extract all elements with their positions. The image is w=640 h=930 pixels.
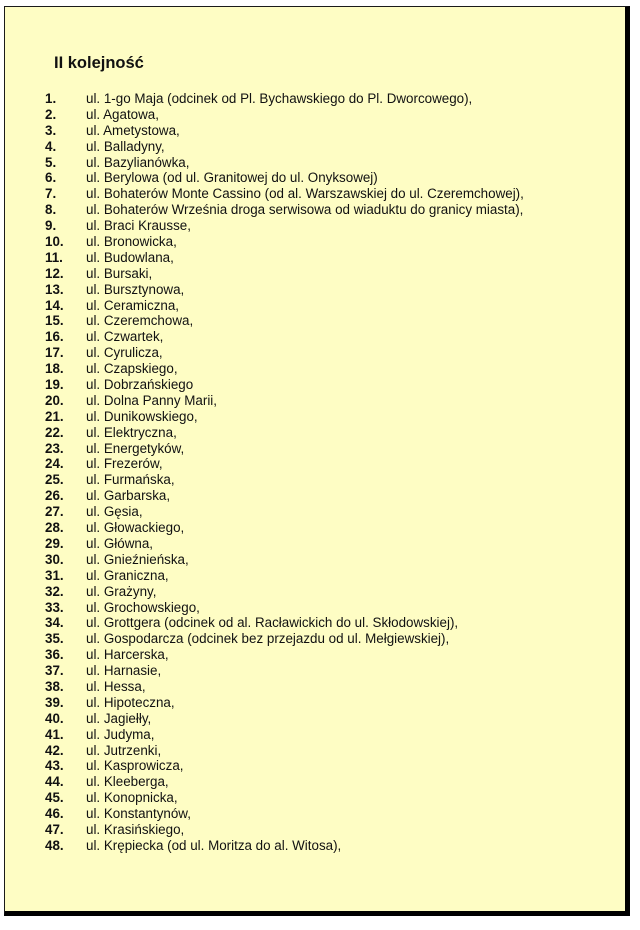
item-number: 48.	[45, 837, 64, 853]
street-name: ul. Konstantynów,	[86, 806, 191, 822]
item-number: 47.	[45, 821, 64, 837]
list-item	[45, 282, 524, 298]
street-name: ul. Judyma,	[86, 726, 155, 742]
list-item	[45, 488, 524, 504]
item-number: 2.	[45, 106, 57, 122]
item-number: 41.	[45, 726, 64, 742]
item-number: 23.	[45, 440, 64, 456]
list-item	[45, 584, 524, 600]
list-item	[45, 186, 524, 202]
item-number: 44.	[45, 774, 64, 790]
street-name: ul. Krępiecka (od ul. Moritza do al. Witosa),	[86, 837, 342, 853]
street-name: ul. Czeremchowa,	[86, 313, 194, 329]
street-name: ul. Frezerów,	[86, 456, 163, 472]
street-name: ul. Czwartek,	[86, 329, 164, 345]
list-item	[45, 472, 524, 488]
item-number: 30.	[45, 551, 64, 567]
street-name: ul. Główna,	[86, 535, 153, 551]
item-number: 21.	[45, 408, 64, 424]
street-name: ul. Berylowa (od ul. Granitowej do ul. Onyksowej)	[86, 170, 378, 186]
list-item	[45, 202, 524, 218]
item-number: 24.	[45, 456, 64, 472]
list-item	[45, 504, 524, 520]
street-name: ul. Grochowskiego,	[86, 599, 200, 615]
item-number: 12.	[45, 265, 64, 281]
item-number: 8.	[45, 202, 57, 218]
list-item	[45, 647, 524, 663]
item-number: 26.	[45, 488, 64, 504]
street-name: ul. Graniczna,	[86, 567, 169, 583]
list-item	[45, 727, 524, 743]
street-name: ul. Hessa,	[86, 678, 146, 694]
list-item	[45, 568, 524, 584]
item-number: 13.	[45, 281, 64, 297]
street-list	[45, 91, 524, 854]
item-number: 9.	[45, 218, 57, 234]
street-name: ul. Konopnicka,	[86, 790, 178, 806]
list-item	[45, 107, 524, 123]
list-item	[45, 822, 524, 838]
item-number: 31.	[45, 567, 64, 583]
street-name: ul. Hipoteczna,	[86, 694, 175, 710]
item-number: 35.	[45, 631, 64, 647]
street-name: ul. Głowackiego,	[86, 520, 185, 536]
list-item	[45, 552, 524, 568]
item-number: 29.	[45, 535, 64, 551]
item-number: 11.	[45, 249, 63, 265]
item-number: 7.	[45, 186, 57, 202]
list-item	[45, 441, 524, 457]
street-name: ul. Dobrzańskiego	[86, 377, 194, 393]
list-item	[45, 329, 524, 345]
item-number: 38.	[45, 678, 64, 694]
page-heading: II kolejność	[54, 54, 144, 72]
street-name: ul. Harnasie,	[86, 663, 162, 679]
street-name: ul. Krasińskiego,	[86, 821, 185, 837]
list-item	[45, 155, 524, 171]
street-name: ul. Bronowicka,	[86, 234, 177, 250]
street-name: ul. Ceramiczna,	[86, 297, 180, 313]
street-name: ul. Jagiełły,	[86, 710, 152, 726]
item-number: 1.	[45, 91, 57, 106]
street-name: ul. Elektryczna,	[86, 424, 177, 440]
item-number: 4.	[45, 138, 57, 154]
item-number: 20.	[45, 392, 64, 408]
street-name: ul. Bursaki,	[86, 265, 153, 281]
item-number: 39.	[45, 694, 64, 710]
item-number: 33.	[45, 599, 64, 615]
list-item	[45, 266, 524, 282]
document-page	[4, 6, 630, 916]
list-item	[45, 758, 524, 774]
street-name: ul. Dunikowskiego,	[86, 408, 198, 424]
list-item	[45, 790, 524, 806]
item-number: 6.	[45, 170, 57, 186]
street-name: ul. Budowlana,	[86, 249, 174, 265]
street-name: ul. Gospodarcza (odcinek bez przejazdu od ul. Mełgiewskiej),	[86, 631, 450, 647]
street-name: ul. Grottgera (odcinek od al. Racławickich do ul. Skłodowskiej),	[86, 615, 459, 631]
list-item	[45, 425, 524, 441]
street-name: ul. Gęsia,	[86, 504, 143, 520]
list-item	[45, 536, 524, 552]
list-item	[45, 234, 524, 250]
street-name: ul. Balladyny,	[86, 138, 165, 154]
item-number: 16.	[45, 329, 64, 345]
street-name: ul. Kasprowicza,	[86, 758, 184, 774]
item-number: 40.	[45, 710, 64, 726]
street-name: ul. Jutrzenki,	[86, 742, 162, 758]
item-number: 22.	[45, 424, 64, 440]
list-item	[45, 615, 524, 631]
list-item	[45, 631, 524, 647]
list-item	[45, 695, 524, 711]
street-name: ul. Braci Krausse,	[86, 218, 191, 234]
item-number: 3.	[45, 122, 57, 138]
item-number: 43.	[45, 758, 64, 774]
item-number: 46.	[45, 806, 64, 822]
item-number: 28.	[45, 520, 64, 536]
list-item	[45, 409, 524, 425]
item-number: 36.	[45, 647, 64, 663]
item-number: 37.	[45, 663, 64, 679]
street-name: ul. 1-go Maja (odcinek od Pl. Bychawskiego do Pl. Dworcowego),	[86, 91, 473, 106]
street-name: ul. Bazylianówka,	[86, 154, 190, 170]
list-item	[45, 774, 524, 790]
list-item	[45, 313, 524, 329]
list-item	[45, 600, 524, 616]
item-number: 42.	[45, 742, 64, 758]
list-item	[45, 393, 524, 409]
item-number: 5.	[45, 154, 57, 170]
street-name: ul. Ametystowa,	[86, 122, 180, 138]
list-item	[45, 139, 524, 155]
street-name: ul. Gnieźnieńska,	[86, 551, 189, 567]
list-item	[45, 361, 524, 377]
street-name: ul. Grażyny,	[86, 583, 157, 599]
item-number: 34.	[45, 615, 64, 631]
list-item	[45, 298, 524, 314]
item-number: 27.	[45, 504, 64, 520]
street-name: ul. Bohaterów Monte Cassino (od al. Warszawskiej do ul. Czeremchowej),	[86, 186, 524, 202]
item-number: 45.	[45, 790, 64, 806]
street-name: ul. Garbarska,	[86, 488, 171, 504]
item-number: 25.	[45, 472, 64, 488]
list-item	[45, 170, 524, 186]
list-item	[45, 123, 524, 139]
street-name: ul. Dolna Panny Marii,	[86, 392, 217, 408]
street-name: ul. Bursztynowa,	[86, 281, 185, 297]
list-item	[45, 711, 524, 727]
item-number: 14.	[45, 297, 64, 313]
street-name: ul. Kleeberga,	[86, 774, 169, 790]
list-item	[45, 663, 524, 679]
item-number: 17.	[45, 345, 64, 361]
item-number: 19.	[45, 377, 64, 393]
list-item	[45, 838, 524, 854]
list-item	[45, 806, 524, 822]
street-name: ul. Bohaterów Września droga serwisowa od wiaduktu do granicy miasta),	[86, 202, 524, 218]
list-item	[45, 456, 524, 472]
item-number: 10.	[45, 234, 64, 250]
list-item	[45, 345, 524, 361]
street-name: ul. Cyrulicza,	[86, 345, 163, 361]
list-item	[45, 377, 524, 393]
street-name: ul. Furmańska,	[86, 472, 175, 488]
list-item	[45, 679, 524, 695]
list-item	[45, 743, 524, 759]
item-number: 18.	[45, 361, 64, 377]
item-number: 15.	[45, 313, 64, 329]
list-item	[45, 91, 524, 107]
street-name: ul. Harcerska,	[86, 647, 169, 663]
street-name: ul. Czapskiego,	[86, 361, 178, 377]
street-name: ul. Agatowa,	[86, 106, 159, 122]
street-name: ul. Energetyków,	[86, 440, 185, 456]
item-number: 32.	[45, 583, 64, 599]
list-item	[45, 250, 524, 266]
list-item	[45, 218, 524, 234]
list-item	[45, 520, 524, 536]
